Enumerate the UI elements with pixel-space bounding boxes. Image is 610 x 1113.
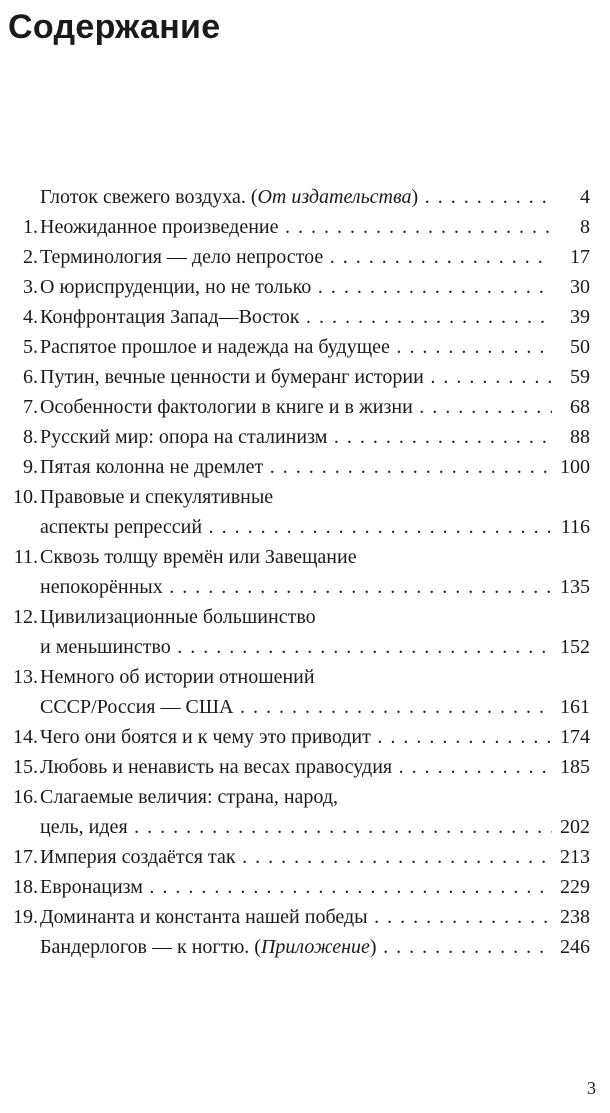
toc-entry-page: 229	[560, 876, 590, 898]
toc-entry	[0, 482, 590, 542]
toc-entry-page: 30	[570, 276, 590, 298]
toc-entry-number: 15.	[13, 756, 38, 778]
toc-entry-title	[40, 722, 552, 752]
toc-entry	[0, 752, 590, 782]
toc-entry-title-italic: Приложение	[260, 936, 370, 958]
toc-entry-page: 50	[570, 336, 590, 358]
toc-entry-page: 202	[560, 816, 590, 838]
toc-entry-number: 13.	[13, 666, 38, 688]
toc-entry	[0, 392, 590, 422]
toc-entry-title	[40, 182, 552, 212]
toc-entry-number: 2.	[23, 246, 38, 268]
toc-entry-title-line: Сквозь толщу времён или Завещание	[40, 546, 357, 568]
toc-entry	[0, 212, 590, 242]
toc-entry-page: 135	[560, 576, 590, 598]
toc-entry-title-line: Слагаемые величия: страна, народ,	[40, 786, 339, 808]
toc-entry-number: 9.	[23, 456, 38, 478]
toc-entry-title-text: Бандерлогов — к ногтю. (	[40, 936, 261, 958]
toc-entry-title-text: Доминанта и константа нашей победы	[40, 906, 368, 928]
toc-entry-title-line	[40, 632, 552, 662]
toc-entry-title-text: цель, идея	[40, 816, 128, 838]
toc-entry-number: 3.	[23, 276, 38, 298]
toc-entry-title-text: непокорённых	[40, 576, 163, 598]
toc-entry	[0, 602, 590, 662]
toc-entry-title	[40, 212, 552, 242]
toc-entry	[0, 782, 590, 842]
toc-entry	[0, 842, 590, 872]
toc-entry	[0, 242, 590, 272]
toc-entry-title-text: СССР/Россия — США	[40, 696, 234, 718]
toc-entry-number: 16.	[13, 786, 38, 808]
toc-entry-title-text: Пятая колонна не дремлет	[40, 456, 264, 478]
toc-entry-number: 18.	[13, 876, 38, 898]
toc-entry	[0, 362, 590, 392]
toc-entry-title-text: и меньшинство	[40, 636, 171, 658]
toc-entry-number: 7.	[23, 396, 38, 418]
toc-entry-title	[40, 452, 552, 482]
toc-entry-title-line	[40, 812, 552, 842]
toc-entry-title-text: Империя создаётся так	[40, 846, 236, 868]
toc-entry-title-text: Особенности фактологии в книге и в жизни	[40, 396, 413, 418]
toc-entry-page: 116	[560, 516, 590, 538]
toc-entry-number: 1.	[23, 216, 38, 238]
toc-entry	[0, 662, 590, 722]
toc-entry-number: 4.	[23, 306, 38, 328]
toc-entry-title-line: Правовые и спекулятивные	[40, 486, 274, 508]
toc-entry	[0, 542, 590, 602]
toc-entry-title-text: Терминология — дело непростое	[40, 246, 324, 268]
toc-entry-title	[40, 302, 552, 332]
toc-entry	[0, 182, 590, 212]
toc-entry-title	[40, 362, 552, 392]
toc-entry-number: 11.	[13, 546, 38, 568]
toc-entry	[0, 422, 590, 452]
page-title: Содержание	[8, 8, 221, 46]
toc-entry-title-tail: )	[369, 936, 377, 958]
toc-entry-number: 12.	[13, 606, 38, 628]
toc-entry-page: 152	[560, 636, 590, 658]
toc-entry-page: 88	[570, 426, 590, 448]
toc-entry	[0, 302, 590, 332]
toc-entry-title-text: Глоток свежего воздуха. (	[40, 186, 258, 208]
toc-entry-title	[40, 872, 552, 902]
table-of-contents	[0, 182, 610, 962]
toc-entry-title-text: Чего они боятся и к чему это приводит	[40, 726, 371, 748]
toc-entry-page: 161	[560, 696, 590, 718]
toc-entry-title-line: Цивилизационные большинство	[40, 606, 316, 628]
toc-entry-title	[40, 752, 552, 782]
toc-entry-page: 68	[570, 396, 590, 418]
toc-entry	[0, 722, 590, 752]
toc-entry-title	[40, 932, 552, 962]
toc-entry-page: 17	[570, 246, 590, 268]
toc-entry-page: 213	[560, 846, 590, 868]
toc-entry-page: 59	[570, 366, 590, 388]
toc-entry-title-text: Неожиданное произведение	[40, 216, 279, 238]
toc-entry-page: 174	[560, 726, 590, 748]
toc-entry-title-text: Любовь и ненависть на весах правосудия	[40, 756, 393, 778]
toc-entry-title	[40, 272, 552, 302]
toc-entry-number: 5.	[23, 336, 38, 358]
toc-entry-number: 17.	[13, 846, 38, 868]
toc-entry-page: 100	[560, 456, 590, 478]
toc-entry	[0, 902, 590, 932]
toc-entry-number: 14.	[13, 726, 38, 748]
toc-entry-title-text: Русский мир: опора на сталинизм	[40, 426, 328, 448]
toc-entry-title-line	[40, 692, 552, 722]
toc-entry-title	[40, 392, 552, 422]
toc-entry	[0, 872, 590, 902]
toc-entry-number: 8.	[23, 426, 38, 448]
toc-entry	[0, 272, 590, 302]
toc-entry-title-line	[40, 572, 552, 602]
toc-entry-title-text: О юриспруденции, но не только	[40, 276, 312, 298]
toc-entry	[0, 932, 590, 962]
toc-entry-number: 6.	[23, 366, 38, 388]
toc-entry-title-line: Немного об истории отношений	[40, 666, 315, 688]
toc-entry-page: 238	[560, 906, 590, 928]
page-number: 3	[587, 1078, 596, 1098]
toc-entry-title-text: Евронацизм	[40, 876, 143, 898]
toc-entry-page: 4	[580, 186, 590, 208]
toc-entry-title-text: Распятое прошлое и надежда на будущее	[40, 336, 390, 358]
toc-entry-title	[40, 842, 552, 872]
toc-entry-title-text: аспекты репрессий	[40, 516, 203, 538]
toc-entry-title-text: Путин, вечные ценности и бумеранг истории	[40, 366, 424, 388]
toc-entry-page: 8	[580, 216, 590, 238]
toc-entry-title-tail: )	[411, 186, 419, 208]
toc-entry-title-line	[40, 512, 552, 542]
toc-entry-number: 10.	[13, 486, 38, 508]
toc-entry-page: 39	[570, 306, 590, 328]
toc-entry	[0, 332, 590, 362]
toc-entry-title	[40, 902, 552, 932]
toc-entry-title	[40, 422, 552, 452]
toc-entry-number: 19.	[13, 906, 38, 928]
toc-entry	[0, 452, 590, 482]
toc-entry-title	[40, 242, 552, 272]
toc-entry-page: 246	[560, 936, 590, 958]
toc-entry-title-italic: От издательства	[257, 186, 412, 208]
toc-entry-page: 185	[560, 756, 590, 778]
toc-entry-title-text: Конфронтация Запад—Восток	[40, 306, 300, 328]
toc-entry-title	[40, 332, 552, 362]
